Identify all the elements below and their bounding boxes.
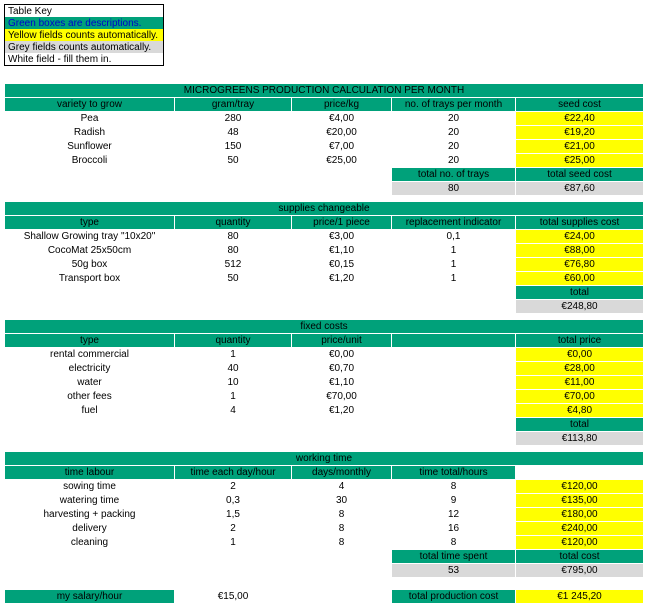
working-header-total-hours: time total/hours [392,466,516,480]
working-total-time-label: total time spent [392,550,516,564]
seed-trays-1[interactable]: 20 [392,126,516,140]
table-key [4,4,164,66]
supplies-type-0[interactable]: Shallow Growing tray "10x20" [5,230,175,244]
table-row [5,140,644,154]
seed-variety-3[interactable]: Broccoli [5,154,175,168]
working-cost-0: €120,00 [516,480,644,494]
working-total-time-value: 53 [392,564,516,578]
seed-gram-0[interactable]: 280 [175,112,292,126]
working-each-day-0[interactable]: 2 [175,480,292,494]
empty-cell [175,432,292,446]
empty-cell [292,300,392,314]
fixed-section-title: fixed costs [5,320,644,334]
table-title-row [5,84,644,98]
supplies-header-price: price/1 piece [292,216,392,230]
fixed-header-type: type [5,334,175,348]
empty-cell [5,418,175,432]
supplies-type-3[interactable]: Transport box [5,272,175,286]
working-total-hours-1: 9 [392,494,516,508]
table-row [5,536,644,550]
working-each-day-2[interactable]: 1,5 [175,508,292,522]
working-header-labour: time labour [5,466,175,480]
working-labour-2[interactable]: harvesting + packing [5,508,175,522]
working-labour-1[interactable]: watering time [5,494,175,508]
footer-row [5,590,644,604]
seed-trays-3[interactable]: 20 [392,154,516,168]
seed-variety-1[interactable]: Radish [5,126,175,140]
fixed-type-0[interactable]: rental commercial [5,348,175,362]
seed-header-cost: seed cost [516,98,644,112]
empty-cell [175,418,292,432]
supplies-price-1[interactable]: €1,10 [292,244,392,258]
empty-cell [175,564,292,578]
supplies-replacement-3[interactable]: 1 [392,272,516,286]
supplies-total-3: €60,00 [516,272,644,286]
table-row [5,272,644,286]
empty-cell [392,348,516,362]
supplies-price-3[interactable]: €1,20 [292,272,392,286]
fixed-total-0: €0,00 [516,348,644,362]
fixed-price-0[interactable]: €0,00 [292,348,392,362]
seed-trays-0[interactable]: 20 [392,112,516,126]
fixed-total-value-row [5,432,644,446]
table-row [5,362,644,376]
working-cost-2: €180,00 [516,508,644,522]
fixed-price-1[interactable]: €0,70 [292,362,392,376]
working-section-row [5,452,644,466]
production-cost-label: total production cost [392,590,516,604]
empty-cell [392,432,516,446]
supplies-quantity-3[interactable]: 50 [175,272,292,286]
supplies-quantity-0[interactable]: 80 [175,230,292,244]
supplies-price-0[interactable]: €3,00 [292,230,392,244]
empty-cell [175,168,292,182]
working-total-value-row [5,564,644,578]
supplies-section-row [5,202,644,216]
supplies-total-1: €88,00 [516,244,644,258]
seed-total-value-row [5,182,644,196]
table-row [5,258,644,272]
working-labour-4[interactable]: cleaning [5,536,175,550]
empty-cell [5,300,175,314]
seed-trays-2[interactable]: 20 [392,140,516,154]
empty-cell [5,286,175,300]
supplies-total-value-row [5,300,644,314]
table-row [5,404,644,418]
table-row [5,348,644,362]
table-key-title: Table Key [5,5,164,18]
seed-cost-0: €22,40 [516,112,644,126]
seed-price-3[interactable]: €25,00 [292,154,392,168]
table-row [5,126,644,140]
fixed-quantity-2[interactable]: 10 [175,376,292,390]
working-total-label-row [5,550,644,564]
table-row [5,494,644,508]
empty-cell [292,182,392,196]
supplies-section-title: supplies changeable [5,202,644,216]
supplies-total-value: €248,80 [516,300,644,314]
fixed-total-value: €113,80 [516,432,644,446]
fixed-type-4[interactable]: fuel [5,404,175,418]
supplies-replacement-2[interactable]: 1 [392,258,516,272]
production-calculation-table [4,83,644,604]
supplies-quantity-2[interactable]: 512 [175,258,292,272]
empty-cell [392,362,516,376]
fixed-section-row [5,320,644,334]
empty-cell [292,432,392,446]
fixed-header-quantity: quantity [175,334,292,348]
seed-header-trays: no. of trays per month [392,98,516,112]
fixed-header-total: total price [516,334,644,348]
working-total-cost-label: total cost [516,550,644,564]
working-total-hours-0: 8 [392,480,516,494]
empty-cell [292,590,392,604]
seed-price-2[interactable]: €7,00 [292,140,392,154]
empty-cell [5,432,175,446]
seed-cost-1: €19,20 [516,126,644,140]
empty-cell [292,286,392,300]
supplies-header-replacement: replacement indicator [392,216,516,230]
supplies-header-row [5,216,644,230]
empty-cell [516,466,644,480]
fixed-quantity-4[interactable]: 4 [175,404,292,418]
fixed-total-4: €4,80 [516,404,644,418]
fixed-quantity-1[interactable]: 40 [175,362,292,376]
working-days-4[interactable]: 8 [292,536,392,550]
fixed-quantity-3[interactable]: 1 [175,390,292,404]
table-key-green-desc: Green boxes are descriptions. [5,17,164,29]
working-days-1[interactable]: 30 [292,494,392,508]
empty-cell [292,168,392,182]
fixed-total-label-row [5,418,644,432]
fixed-header-price: price/unit [292,334,392,348]
supplies-total-2: €76,80 [516,258,644,272]
supplies-replacement-1[interactable]: 1 [392,244,516,258]
empty-cell [392,300,516,314]
working-each-day-3[interactable]: 2 [175,522,292,536]
seed-gram-3[interactable]: 50 [175,154,292,168]
empty-cell [292,418,392,432]
fixed-total-2: €11,00 [516,376,644,390]
empty-cell [292,564,392,578]
table-row [5,154,644,168]
supplies-quantity-1[interactable]: 80 [175,244,292,258]
working-cost-4: €120,00 [516,536,644,550]
working-days-0[interactable]: 4 [292,480,392,494]
supplies-header-total: total supplies cost [516,216,644,230]
empty-cell [392,418,516,432]
seed-gram-2[interactable]: 150 [175,140,292,154]
working-header-days: days/monthly [292,466,392,480]
supplies-total-0: €24,00 [516,230,644,244]
supplies-replacement-0[interactable]: 0,1 [392,230,516,244]
working-labour-3[interactable]: delivery [5,522,175,536]
working-days-3[interactable]: 8 [292,522,392,536]
fixed-header-row [5,334,644,348]
working-days-2[interactable]: 8 [292,508,392,522]
working-total-hours-3: 16 [392,522,516,536]
empty-cell [175,182,292,196]
table-row [5,230,644,244]
empty-cell [5,564,175,578]
fixed-total-1: €28,00 [516,362,644,376]
supplies-price-2[interactable]: €0,15 [292,258,392,272]
working-total-hours-4: 8 [392,536,516,550]
seed-price-1[interactable]: €20,00 [292,126,392,140]
working-each-day-1[interactable]: 0,3 [175,494,292,508]
working-total-hours-2: 12 [392,508,516,522]
seed-total-label-row [5,168,644,182]
seed-variety-0[interactable]: Pea [5,112,175,126]
seed-variety-2[interactable]: Sunflower [5,140,175,154]
table-row [5,522,644,536]
fixed-total-label: total [516,418,644,432]
table-key-yellow-desc: Yellow fields counts automatically. [5,29,164,41]
salary-label: my salary/hour [5,590,175,604]
working-each-day-4[interactable]: 1 [175,536,292,550]
fixed-total-3: €70,00 [516,390,644,404]
empty-cell [175,286,292,300]
working-cost-1: €135,00 [516,494,644,508]
table-key-grey-desc: Grey fields counts automatically. [5,41,164,53]
supplies-total-label-row [5,286,644,300]
seed-cost-2: €21,00 [516,140,644,154]
empty-cell [292,550,392,564]
seed-price-0[interactable]: €4,00 [292,112,392,126]
seed-gram-1[interactable]: 48 [175,126,292,140]
working-cost-3: €240,00 [516,522,644,536]
supplies-header-type: type [5,216,175,230]
empty-cell [175,550,292,564]
empty-cell [5,182,175,196]
seed-total-cost-value: €87,60 [516,182,644,196]
working-labour-0[interactable]: sowing time [5,480,175,494]
seed-cost-3: €25,00 [516,154,644,168]
production-cost-value: €1 245,20 [516,590,644,604]
working-section-title: working time [5,452,644,466]
empty-cell [5,550,175,564]
seed-header-gram: gram/tray [175,98,292,112]
seed-total-trays-value: 80 [392,182,516,196]
seed-header-row [5,98,644,112]
working-header-each-day: time each day/hour [175,466,292,480]
fixed-type-2[interactable]: water [5,376,175,390]
page-title: MICROGREENS PRODUCTION CALCULATION PER MONTH [5,84,644,98]
working-total-cost-value: €795,00 [516,564,644,578]
fixed-quantity-0[interactable]: 1 [175,348,292,362]
fixed-price-4[interactable]: €1,20 [292,404,392,418]
empty-cell [5,168,175,182]
seed-total-trays-label: total no. of trays [392,168,516,182]
table-row [5,244,644,258]
seed-total-cost-label: total seed cost [516,168,644,182]
table-row [5,112,644,126]
seed-header-price: price/kg [292,98,392,112]
table-row [5,480,644,494]
seed-header-variety: variety to grow [5,98,175,112]
working-header-row [5,466,644,480]
empty-cell [392,404,516,418]
table-row [5,508,644,522]
table-key-white-desc: White field - fill them in. [5,53,164,66]
supplies-type-2[interactable]: 50g box [5,258,175,272]
fixed-price-2[interactable]: €1,10 [292,376,392,390]
supplies-total-label: total [516,286,644,300]
fixed-header-empty [392,334,516,348]
salary-value[interactable]: €15,00 [175,590,292,604]
table-row [5,390,644,404]
fixed-type-1[interactable]: electricity [5,362,175,376]
fixed-type-3[interactable]: other fees [5,390,175,404]
empty-cell [392,286,516,300]
supplies-type-1[interactable]: CocoMat 25x50cm [5,244,175,258]
empty-cell [392,390,516,404]
table-row [5,376,644,390]
supplies-header-quantity: quantity [175,216,292,230]
empty-cell [392,376,516,390]
empty-cell [175,300,292,314]
fixed-price-3[interactable]: €70,00 [292,390,392,404]
